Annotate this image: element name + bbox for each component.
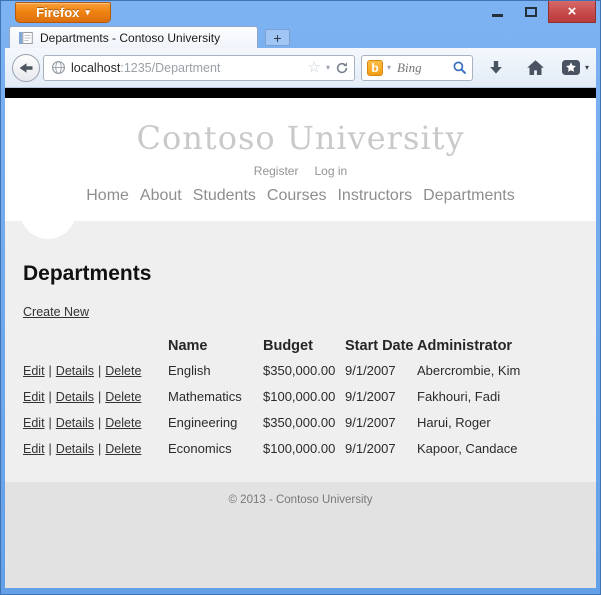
table-row (23, 441, 520, 467)
back-arrow-icon (18, 60, 34, 76)
decorative-circle (20, 183, 76, 239)
details-link[interactable]: Details (55, 416, 95, 430)
new-tab-button[interactable] (265, 29, 290, 46)
reload-icon[interactable] (335, 61, 349, 75)
window-controls (480, 1, 596, 23)
edit-link[interactable]: Edit (23, 390, 45, 404)
page-viewport (5, 88, 596, 588)
cell-start-date: 9/1/2007 (345, 389, 396, 404)
action-separator: | (48, 442, 52, 456)
action-separator: | (98, 416, 102, 430)
cell-budget: $350,000.00 (263, 415, 336, 430)
edit-link[interactable]: Edit (23, 442, 45, 456)
site-header (5, 98, 596, 221)
nav-item-about[interactable]: About (139, 187, 182, 204)
cell-name: Engineering (168, 415, 238, 430)
details-link[interactable]: Details (55, 390, 95, 404)
close-icon: × (567, 3, 577, 20)
action-separator: | (48, 390, 52, 404)
column-header-actions (23, 338, 168, 363)
search-input[interactable] (395, 59, 448, 77)
minimize-icon (492, 14, 503, 17)
table-row (23, 363, 520, 389)
column-header-budget: Budget (263, 338, 313, 354)
downloads-button[interactable] (483, 59, 508, 77)
chevron-down-icon: ▾ (85, 7, 90, 17)
cell-name: English (168, 363, 211, 378)
page-top-black-bar (5, 88, 596, 98)
action-separator: | (98, 390, 102, 404)
table-row (23, 389, 520, 415)
globe-icon (51, 60, 66, 75)
cell-administrator: Kapoor, Candace (417, 441, 518, 456)
cell-name: Economics (168, 441, 232, 456)
delete-link[interactable]: Delete (105, 442, 142, 456)
chevron-down-icon[interactable]: ▾ (326, 62, 331, 72)
bookmarks-menu-button[interactable] (561, 59, 589, 76)
action-separator: | (48, 364, 52, 378)
chevron-down-icon: ▾ (584, 62, 589, 72)
bing-logo-icon[interactable]: b (367, 60, 383, 76)
search-box[interactable] (361, 55, 473, 81)
create-new-link[interactable]: Create New (23, 305, 89, 319)
nav-item-students[interactable]: Students (192, 187, 256, 204)
cell-budget: $350,000.00 (263, 363, 336, 378)
download-icon (487, 59, 505, 77)
action-separator: | (48, 416, 52, 430)
action-separator: | (98, 364, 102, 378)
edit-link[interactable]: Edit (23, 416, 45, 430)
cell-start-date: 9/1/2007 (345, 415, 396, 430)
back-button[interactable] (12, 54, 40, 82)
cell-start-date: 9/1/2007 (345, 441, 396, 456)
row-actions (23, 441, 168, 467)
copyright-text: © 2013 - Contoso University (228, 494, 373, 506)
details-link[interactable]: Details (55, 442, 95, 456)
column-header-name: Name (168, 338, 208, 354)
firefox-menu-label: Firefox (36, 5, 80, 20)
page-title: Departments (23, 262, 152, 285)
site-brand-title: Contoso University (136, 119, 465, 157)
nav-item-home[interactable]: Home (86, 187, 129, 204)
cell-budget: $100,000.00 (263, 441, 336, 456)
minimize-button[interactable] (480, 1, 514, 23)
bookmark-star-icon[interactable]: ☆ (307, 59, 321, 76)
register-link[interactable]: Register (253, 164, 299, 178)
maximize-button[interactable] (514, 1, 548, 23)
address-bar[interactable] (43, 55, 355, 81)
edit-link[interactable]: Edit (23, 364, 45, 378)
cell-budget: $100,000.00 (263, 389, 336, 404)
row-actions (23, 389, 168, 415)
delete-link[interactable]: Delete (105, 364, 142, 378)
title-bar (5, 1, 596, 25)
maximize-icon (525, 7, 537, 17)
nav-item-courses[interactable]: Courses (266, 187, 327, 204)
tab-title: Departments - Contoso University (40, 30, 221, 45)
login-link[interactable]: Log in (314, 164, 348, 178)
page-favicon-icon (18, 30, 34, 46)
column-header-start-date: Start Date (345, 338, 414, 354)
table-row (23, 415, 520, 441)
nav-item-departments[interactable]: Departments (423, 187, 515, 204)
tab-departments[interactable] (9, 26, 258, 48)
details-link[interactable]: Details (55, 364, 95, 378)
cell-administrator: Fakhouri, Fadi (417, 389, 501, 404)
row-actions (23, 363, 168, 389)
url-path: :1235/Department (120, 60, 221, 75)
cell-name: Mathematics (168, 389, 242, 404)
close-button[interactable] (548, 1, 596, 23)
row-actions (23, 415, 168, 441)
navigation-toolbar (5, 48, 596, 88)
chevron-down-icon[interactable]: ▾ (387, 62, 392, 72)
delete-link[interactable]: Delete (105, 390, 142, 404)
main-content (5, 221, 596, 482)
delete-link[interactable]: Delete (105, 416, 142, 430)
url-text (71, 61, 303, 75)
action-separator: | (98, 442, 102, 456)
search-icon[interactable] (452, 60, 467, 75)
tab-strip (5, 25, 596, 48)
main-navigation (5, 187, 596, 205)
firefox-menu-button[interactable] (15, 2, 111, 23)
departments-table (23, 338, 520, 467)
url-host: localhost (71, 60, 121, 75)
account-links (5, 164, 596, 178)
nav-item-instructors[interactable]: Instructors (337, 187, 413, 204)
bookmarks-star-icon (561, 59, 582, 76)
site-footer (5, 482, 596, 588)
plus-icon: + (273, 29, 282, 46)
column-header-administrator: Administrator (417, 338, 513, 354)
cell-administrator: Harui, Roger (417, 415, 491, 430)
cell-start-date: 9/1/2007 (345, 363, 396, 378)
home-icon (526, 59, 545, 76)
home-button[interactable] (523, 59, 548, 76)
table-header-row (23, 338, 520, 363)
cell-administrator: Abercrombie, Kim (417, 363, 521, 378)
